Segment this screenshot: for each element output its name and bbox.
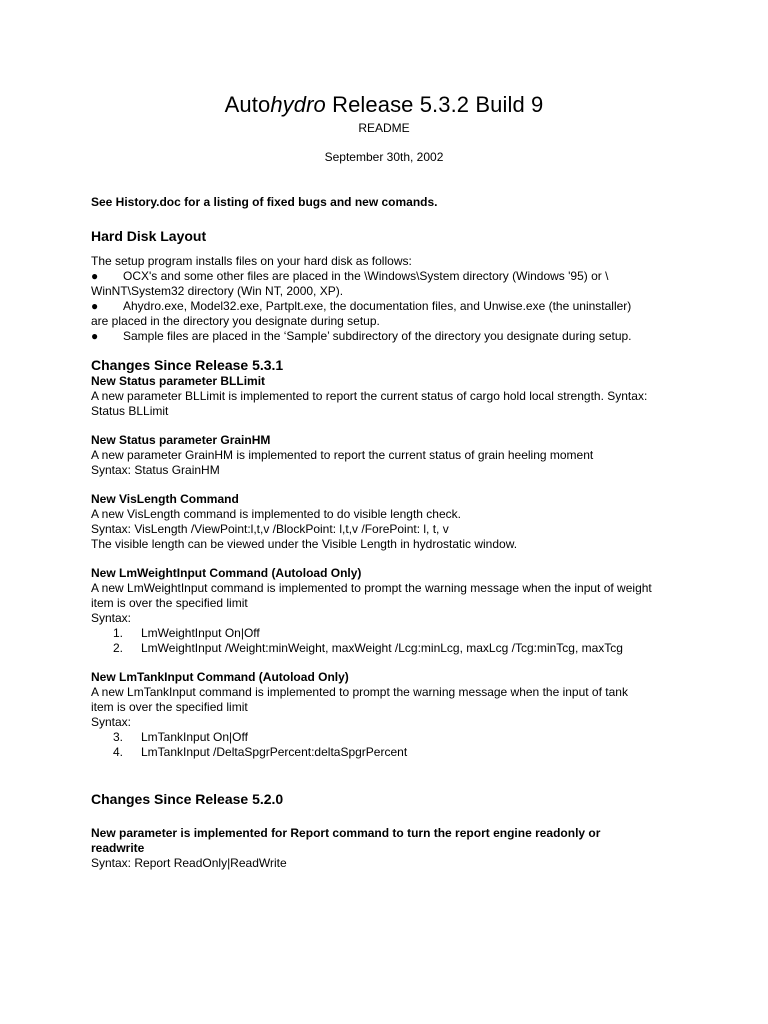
section-grainhm bbox=[91, 433, 691, 478]
document-title bbox=[0, 92, 768, 118]
document-subtitle: README bbox=[358, 121, 410, 135]
vislength-line2: Syntax: VisLength /ViewPoint:l,t,v /BlockPoint: l,t,v /ForePoint: l, t, v bbox=[91, 522, 449, 536]
bullet-text-first: Ahydro.exe, Model32.exe, Partplt.exe, the documentation files, and Unwise.exe (the uninstaller) bbox=[123, 299, 632, 313]
bullet-icon: ● bbox=[91, 299, 99, 313]
item-text: LmWeightInput On|Off bbox=[141, 626, 260, 640]
vislength-title: New VisLength Command bbox=[91, 492, 239, 506]
vislength-line1: A new VisLength command is implemented to do visible length check. bbox=[91, 507, 461, 521]
bullet-text-rest: are placed in the directory you designate during setup. bbox=[91, 314, 380, 328]
bullet-item bbox=[91, 299, 691, 329]
report-title-line2: readwrite bbox=[91, 841, 145, 855]
lmtank-line1: A new LmTankInput command is implemented to prompt the warning message when the input of tank bbox=[91, 685, 628, 699]
heading-changes-531: Changes Since Release 5.3.1 bbox=[91, 357, 284, 373]
bllimit-line2: Status BLLimit bbox=[91, 404, 169, 418]
lmtank-title: New LmTankInput Command (Autoload Only) bbox=[91, 670, 349, 684]
lmweight-line1: A new LmWeightInput command is implemented to prompt the warning message when the input of weight bbox=[91, 581, 652, 595]
lmweight-line2: item is over the specified limit bbox=[91, 596, 248, 610]
lmtank-syntax: Syntax: bbox=[91, 715, 132, 729]
intro-note: See History.doc for a listing of fixed bugs and new comands. bbox=[91, 195, 438, 209]
heading-hard-disk: Hard Disk Layout bbox=[91, 228, 207, 244]
item-number: 4. bbox=[113, 745, 124, 759]
item-text: LmTankInput On|Off bbox=[141, 730, 248, 744]
bullet-icon: ● bbox=[91, 269, 99, 283]
bullet-icon: ● bbox=[91, 329, 99, 343]
item-number: 2. bbox=[113, 641, 124, 655]
section-lmtankinput bbox=[91, 670, 691, 760]
hard-disk-bullet-list bbox=[91, 269, 691, 344]
bullet-text-first: Sample files are placed in the ‘Sample’ subdirectory of the directory you designate during setup. bbox=[123, 329, 632, 343]
section-vislength bbox=[91, 492, 691, 552]
grainhm-line2: Syntax: Status GrainHM bbox=[91, 463, 220, 477]
title-prefix: Auto bbox=[224, 92, 271, 117]
item-number: 1. bbox=[113, 626, 124, 640]
vislength-line3: The visible length can be viewed under the Visible Length in hydrostatic window. bbox=[91, 537, 518, 551]
item-number: 3. bbox=[113, 730, 124, 744]
hard-disk-lead: The setup program installs files on your hard disk as follows: bbox=[91, 254, 412, 268]
numbered-item bbox=[91, 745, 691, 760]
bullet-item bbox=[91, 269, 691, 299]
item-text: LmWeightInput /Weight:minWeight, maxWeight /Lcg:minLcg, maxLcg /Tcg:minTcg, maxTcg bbox=[141, 641, 623, 655]
bullet-text-first: OCX's and some other files are placed in the \Windows\System directory (Windows '95) or \ bbox=[123, 269, 609, 283]
lmtank-line2: item is over the specified limit bbox=[91, 700, 248, 714]
section-bllimit bbox=[91, 374, 691, 419]
report-syntax: Syntax: Report ReadOnly|ReadWrite bbox=[91, 856, 287, 870]
title-rest: Release 5.3.2 Build 9 bbox=[325, 92, 544, 117]
bullet-text-rest: WinNT\System32 directory (Win NT, 2000, XP). bbox=[91, 284, 344, 298]
report-title-line1: New parameter is implemented for Report command to turn the report engine readonly or bbox=[91, 826, 601, 840]
section-lmweightinput bbox=[91, 566, 691, 656]
section-report bbox=[91, 826, 691, 871]
grainhm-line1: A new parameter GrainHM is implemented to report the current status of grain heeling moment bbox=[91, 448, 594, 462]
bllimit-line1: A new parameter BLLimit is implemented to report the current status of cargo hold local strength. Syntax: bbox=[91, 389, 648, 403]
document-date: September 30th, 2002 bbox=[324, 150, 444, 164]
grainhm-title: New Status parameter GrainHM bbox=[91, 433, 271, 447]
numbered-item bbox=[91, 626, 691, 641]
numbered-item bbox=[91, 730, 691, 745]
document-body bbox=[91, 195, 691, 871]
title-italic: hydro bbox=[270, 92, 326, 117]
lmweight-title: New LmWeightInput Command (Autoload Only) bbox=[91, 566, 362, 580]
lmweight-syntax: Syntax: bbox=[91, 611, 132, 625]
item-text: LmTankInput /DeltaSpgrPercent:deltaSpgrPercent bbox=[141, 745, 408, 759]
bullet-item bbox=[91, 329, 691, 344]
numbered-item bbox=[91, 641, 691, 656]
heading-changes-520: Changes Since Release 5.2.0 bbox=[91, 791, 284, 807]
bllimit-title: New Status parameter BLLimit bbox=[91, 374, 266, 388]
